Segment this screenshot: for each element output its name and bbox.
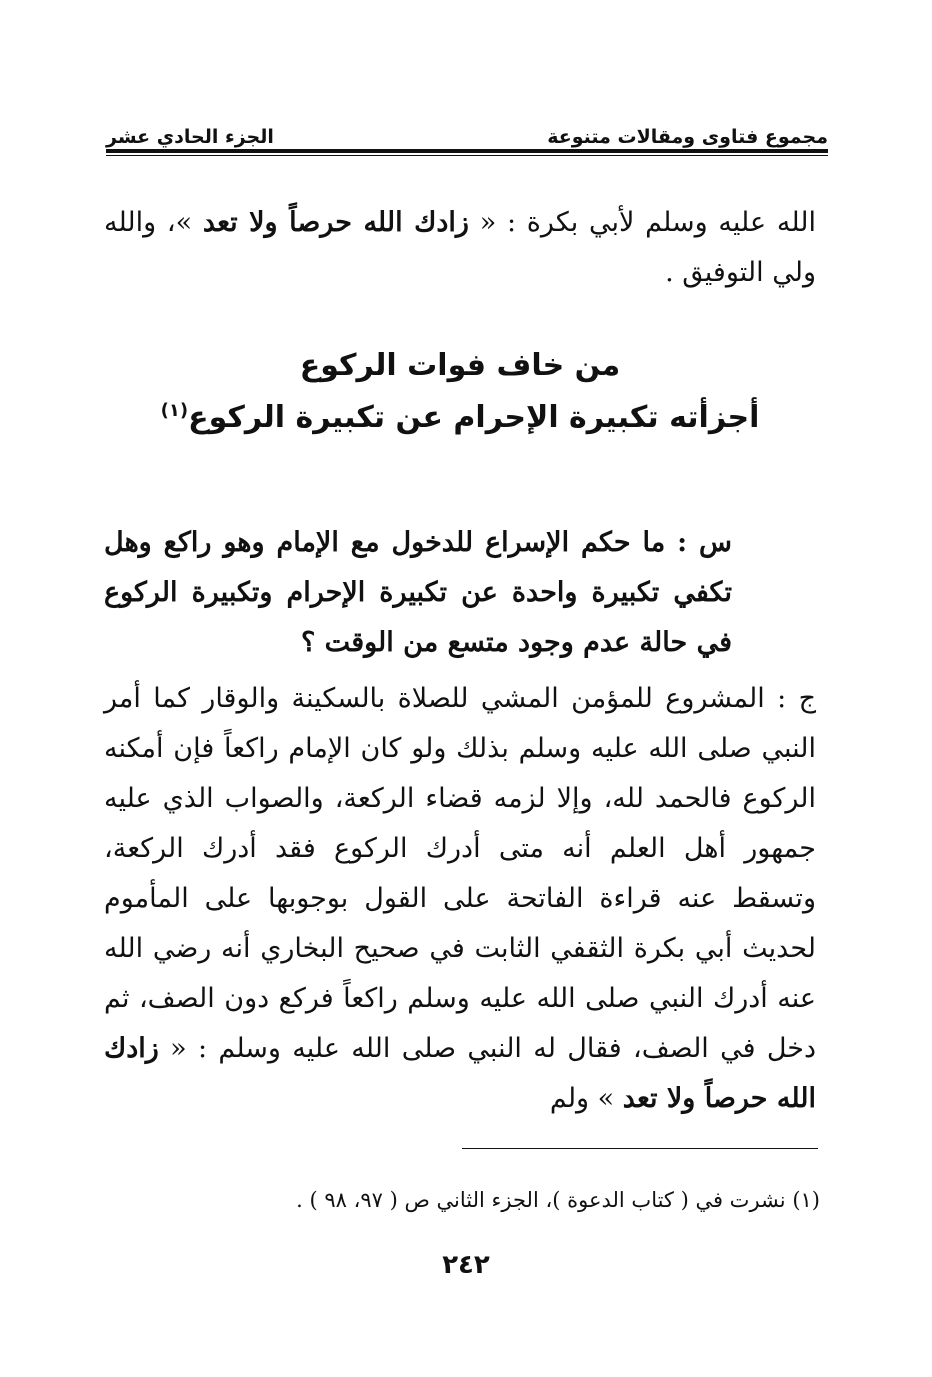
book-title: مجموع فتاوى ومقالات متنوعة bbox=[547, 126, 828, 148]
intro-before: الله عليه وسلم لأبي بكرة : « bbox=[468, 207, 816, 238]
page-number: ٢٤٢ bbox=[442, 1250, 490, 1280]
footnote-text: نشرت في ( كتاب الدعوة )، الجزء الثاني ص ( ٩٧، ٩٨ ) . bbox=[296, 1188, 786, 1212]
question-paragraph: س : ما حكم الإسراع للدخول مع الإمام وهو راكع وهل تكفي تكبيرة واحدة عن تكبيرة الإحرام وتكبيرة الركوع في حالة عدم وجود متسع من الوقت ؟ bbox=[104, 527, 732, 658]
volume-label: الجزء الحادي عشر bbox=[106, 126, 274, 148]
answer-after: » ولم bbox=[549, 1083, 623, 1114]
heading-line-2-text: أجزأته تكبيرة الإحرام عن تكبيرة الركوع bbox=[188, 400, 760, 435]
intro-quote: زادك الله حرصاً ولا تعد bbox=[202, 207, 469, 238]
answer-quote: زادك الله حرصاً ولا تعد bbox=[104, 1033, 816, 1114]
section-heading-line-2 bbox=[104, 400, 816, 435]
footnote bbox=[104, 1185, 820, 1215]
footnote-reference: (١) bbox=[160, 400, 189, 421]
answer-paragraph bbox=[104, 674, 816, 1124]
footnote-rule bbox=[462, 1148, 818, 1149]
footnote-marker: (١) bbox=[792, 1188, 820, 1212]
intro-after: »، والله ولي التوفيق . bbox=[104, 207, 816, 288]
section-heading-line-1: من خاف فوات الركوع bbox=[299, 348, 621, 383]
answer-text: ج : المشروع للمؤمن المشي للصلاة بالسكينة والوقار كما أمر النبي صلى الله عليه وسلم بذلك ولو كان الإمام راكعاً فإن أمكنه الركوع فالحمد لله، وإلا لزمه قضاء الركعة، والصواب الذي عليه جمهور أهل العلم أنه متى أدرك الركوع فقد أدرك الركعة، وتسقط عنه قراءة الفاتحة على القول بوجوبها على المأموم لحديث أبي بكرة الثقفي الثابت في صحيح البخاري أنه رضي الله عنه أدرك النبي صلى الله عليه وسلم راكعاً فركع دون الصف، ثم دخل في الصف، فقال له النبي صلى الله عليه وسلم : « bbox=[104, 683, 816, 1064]
header-rule bbox=[106, 149, 828, 156]
intro-paragraph bbox=[104, 198, 816, 298]
running-header bbox=[106, 112, 828, 148]
